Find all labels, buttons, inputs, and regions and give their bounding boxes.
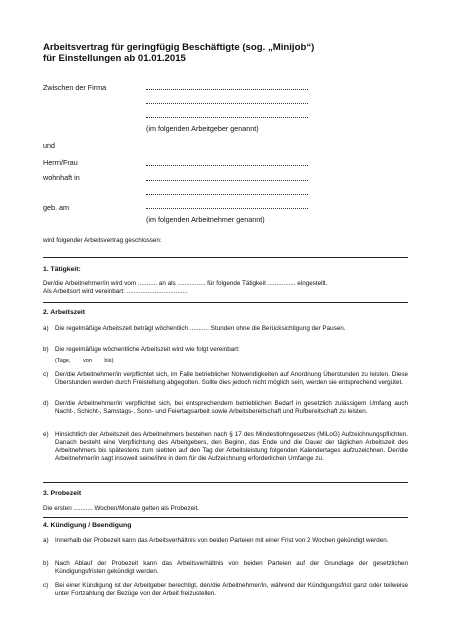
fill-line-address-1: [146, 180, 308, 181]
clause-4c-text: Bei einer Kündigung ist der Arbeitgeber berechtigt, den/die Arbeitnehmer/in, während der Kündigungsfrist ganz oder teilweise unter Fortzahlung der Bezüge von der Arbeit freizustellen.: [55, 582, 408, 597]
section-rule-3: [43, 482, 408, 483]
clause-4a-text: Innerhalb der Probezeit kann das Arbeitsverhältnis von beiden Parteien mit einer Frist von 2 Wochen gekündigt werden.: [55, 537, 389, 544]
clause-2c-label: c): [43, 371, 49, 378]
clause-2b-hint: (Tage, von bis): [55, 358, 114, 364]
clause-2a: [43, 325, 408, 341]
section-rule-4: [43, 517, 408, 518]
clause-2d-label: d): [43, 400, 49, 407]
section-3-heading: 3. Probezeit: [43, 490, 82, 497]
fill-line-address-2: [146, 194, 308, 195]
fill-line-firma-2: [146, 103, 308, 104]
clause-2a-text: Die regelmäßige Arbeitszeit beträgt wöchentlich ........... Stunden ohne die Berücksichtigung der Pausen.: [55, 325, 346, 332]
employer-note: (im folgenden Arbeitgeber genannt): [146, 124, 259, 133]
section-1-line-1: Der/die Arbeitnehmer/in wird vom ........... an als ................ für folgende Tätigkeit ................ eingestellt.: [43, 280, 328, 287]
contract-intro: wird folgender Arbeitsvertrag geschlossen:: [43, 237, 162, 244]
label-wohnhaft: wohnhaft in: [43, 173, 80, 182]
section-rule-1: [43, 257, 408, 258]
clause-4a-label: a): [43, 537, 49, 544]
section-1-heading: 1. Tätigkeit:: [43, 266, 81, 273]
clause-4b-text: Nach Ablauf der Probezeit kann das Arbeitsverhältnis von beiden Parteien auf der Grundlage der gesetzlichen Kündigungsfristen gekündigt werden.: [55, 560, 408, 575]
section-4-heading: 4. Kündigung / Beendigung: [43, 522, 132, 529]
section-rule-2: [43, 302, 408, 303]
clause-4c-label: c): [43, 582, 49, 589]
clause-2c: [43, 371, 408, 396]
clause-2e: [43, 431, 408, 473]
clause-4c: [43, 582, 408, 598]
label-herr-frau: Herrn/Frau: [43, 158, 78, 167]
clause-2a-label: a): [43, 325, 49, 332]
clause-4a: [43, 537, 408, 553]
fill-line-name: [146, 165, 308, 166]
label-und: und: [43, 141, 55, 150]
label-geb: geb. am: [43, 203, 69, 212]
section-2-heading: 2. Arbeitszeit: [43, 309, 86, 316]
fill-line-firma-1: [146, 89, 308, 90]
section-1-line-2: Als Arbeitsort wird vereinbart: ...................................: [43, 288, 188, 295]
employee-note: (im folgenden Arbeitnehmer genannt): [146, 215, 265, 224]
clause-2d-text: Der/die Arbeitnehmer/in verpflichtet sich, bei entsprechendem betrieblichen Bedarf in gesetzlich zulässigem Umfang auch Nacht-, Schicht-, Samstags-, Sonn- und Feiertagsarbeit sowie Arbeitsbereitschaft und Rufbereitschaft zu leisten.: [55, 400, 408, 415]
section-3-text: Die ersten ........... Wochen/Monate gelten als Probezeit.: [43, 505, 199, 512]
clause-2b: [43, 346, 408, 355]
clause-2d: [43, 400, 408, 425]
clause-2e-text: Hinsichtlich der Arbeitszeit des Arbeitnehmers bestehen nach § 17 des Mindestlohngesetzes (MiLoG) Aufzeichnungspflichten. Danach besteht eine Verpflichtung des Arbeitgebers, den Beginn, das Ende und die Dauer der täglichen Arbeitszeit des Arbeitnehmers bis spätestens zum siebten auf den Tag der Arbeitsleistung folgenden Kalendertages aufzuzeichnen. Der/die Arbeitnehmer/in sagt insoweit seine/ihre in dem für die Aufzeichnung erforderlichen Umfange zu.: [55, 431, 408, 462]
clause-2b-label: b): [43, 346, 49, 353]
title-line-1: Arbeitsvertrag für geringfügig Beschäftigte (sog. „Minijob“): [43, 42, 315, 53]
fill-line-birthdate: [146, 208, 308, 209]
clause-2c-text: Der/die Arbeitnehmer/in verpflichtet sich, im Falle betrieblicher Notwendigkeiten auf Anordnung Überstunden zu leisten. Diese Überstunden werden durch Freistellung abgegolten. Sollte dies jedoch nicht möglich sein, werden sie entsprechend vergütet.: [55, 371, 408, 386]
clause-2b-text: Die regelmäßige wöchentliche Arbeitszeit wird wie folgt vereinbart:: [55, 346, 240, 353]
label-zwischen: Zwischen der Firma: [43, 83, 107, 92]
fill-line-firma-3: [146, 117, 308, 118]
clause-2e-label: e): [43, 431, 49, 438]
title-line-2: für Einstellungen ab 01.01.2015: [43, 53, 186, 64]
clause-4b-label: b): [43, 560, 49, 567]
clause-4b: [43, 560, 408, 576]
